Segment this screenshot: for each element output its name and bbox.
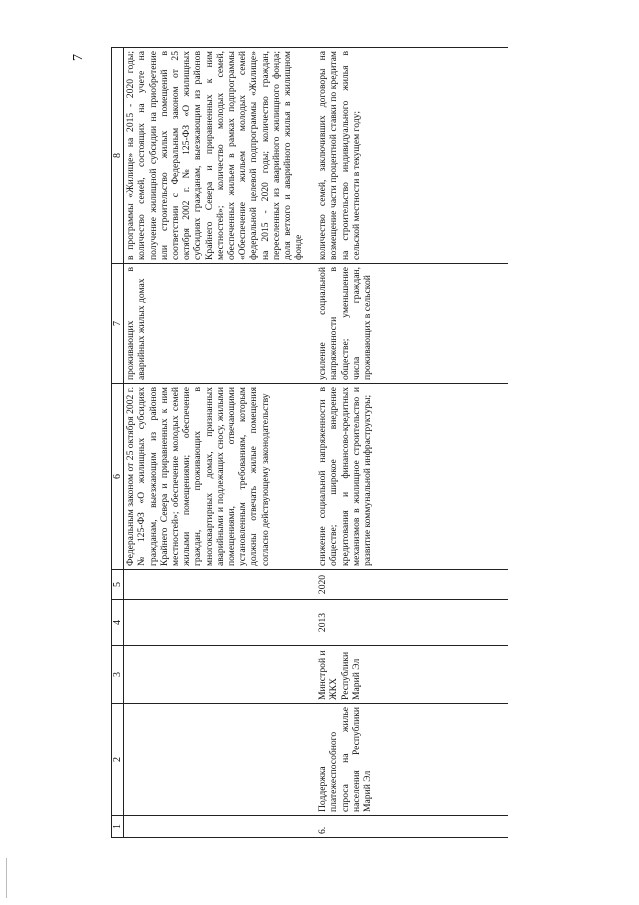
- rotated-table-area: [71, 48, 521, 838]
- program-table: [111, 47, 508, 838]
- scan-edge-mark: [6, 858, 7, 898]
- table-row: [316, 48, 508, 838]
- row-number: [124, 816, 317, 838]
- start-year: 2013: [316, 600, 508, 646]
- header-col-2: 2: [112, 704, 124, 816]
- indicators: в программы «Жилище» на 2015 - 2020 годы; количество семей, состоящих на учете на получение жилищной субсидии на приобретение или строительство жилых помещений в соответствии с Федеральным законом от 25 октября 2002 г. № 125-ФЗ «О жилищных субсидиях гражданам, выезжающим из районов Крайнего Севера и приравненных к ним местностей»; количество молодых семей, обеспеченных жильем в рамках подпрограммы «Обеспечение жильем молодых семей федеральной целевой подпрограммы «Жилище» на 2015 - 2020 годы; количество граждан, переселенных из аварийного жилищного фонда; доля ветхого и аварийного жилья в жилищном фонде: [124, 48, 317, 264]
- end-year: [124, 570, 317, 600]
- expected-result: снижение социальной напряженности в обществе; широкое внедрение кредитования и финансово-кредитных механизмов в жилищное строительство и развитие коммунальной инфраструктуры;: [316, 384, 508, 570]
- indicators: количество семей, заключивших договоры на возмещение части процентной ставки по кредитам на строительство индивидуального жилья в сельской местности в текущем году;: [316, 48, 508, 264]
- header-col-5: 5: [112, 570, 124, 600]
- header-row: [112, 48, 124, 838]
- page-number: 7: [71, 54, 86, 61]
- header-col-7: 7: [112, 264, 124, 384]
- table-row: [124, 48, 317, 838]
- expected-result: Федеральным законом от 25 октября 2002 г. № 125-ФЗ «О жилищных субсидиях гражданам, выезжающим из районов Крайнего Севера и приравненных к ним местностей»; обеспечение молодых семей жилыми помещениями; обеспечение граждан, проживающих в многоквартирных домах, признанных аварийными и подлежащих сносу, жилыми помещениями, отвечающими установленным требованиям, которым должны отвечать жилые помещения согласно действующему законодательству: [124, 384, 317, 570]
- header-col-4: 4: [112, 600, 124, 646]
- header-col-6: 6: [112, 384, 124, 570]
- consequences: усиление социальной напряженности в обществе; уменьшение числа граждан, проживающих в сельской: [316, 264, 508, 384]
- header-col-8: 8: [112, 48, 124, 264]
- header-col-1: 1: [112, 816, 124, 838]
- end-year: 2020: [316, 570, 508, 600]
- measure-name: Поддержка платежеспособного спроса на жилье населения Республики Марий Эл: [316, 704, 508, 816]
- executor: Минстрой и ЖКХ Республики Марий Эл: [316, 646, 508, 704]
- consequences: проживающих в аварийных жилых домах: [124, 264, 317, 384]
- measure-name: [124, 704, 317, 816]
- header-col-3: 3: [112, 646, 124, 704]
- start-year: [124, 600, 317, 646]
- executor: [124, 646, 317, 704]
- row-number: 6.: [316, 816, 508, 838]
